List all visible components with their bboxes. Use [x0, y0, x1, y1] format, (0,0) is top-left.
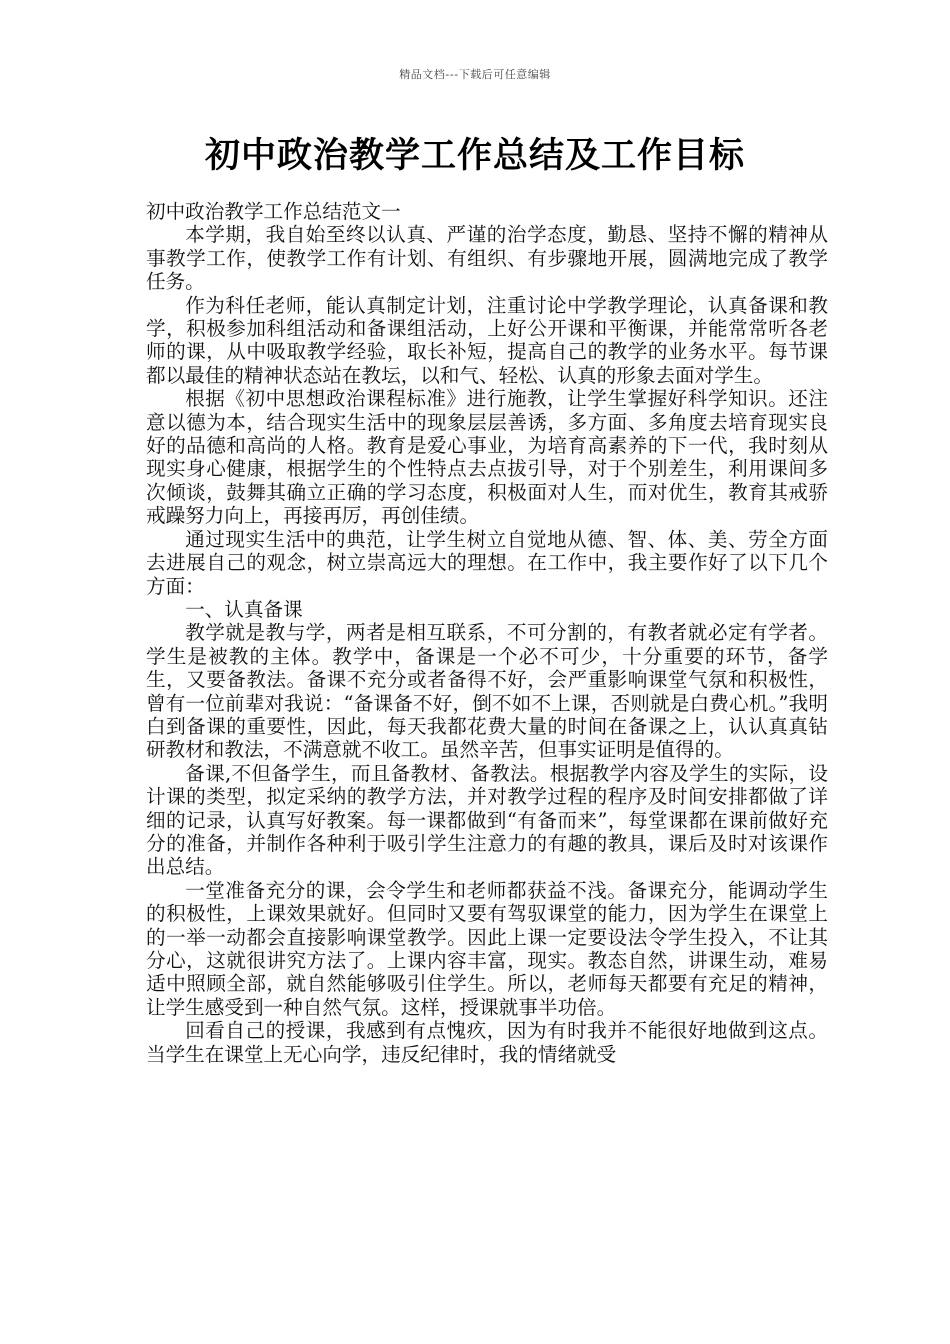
paragraph: 根据《初中思想政治课程标准》进行施教，让学生掌握好科学知识。还注意以德为本，结合现实生活中的现象层层善诱，多方面、多角度去培育现实良好的品德和高尚的人格。教育是爱心事业，为培育高素养的下一代，我时刻从现实身心健康，根据学生的个性特点去点拔引导，对于个别差生，利用课间多次倾谈，鼓舞其确立正确的学习态度，积极面对人生，而对优生，教育其戒骄戒躁努力向上，再接再厉，再创佳绩。 [146, 387, 828, 528]
section-heading: 一、认真备课 [185, 597, 303, 621]
page-header: 精品文档---下载后可任意编辑 [399, 68, 551, 81]
paragraph: 回看自己的授课，我感到有点愧疚，因为有时我并不能很好地做到这点。当学生在课堂上无心向学，违反纪律时，我的情绪就受 [146, 1019, 828, 1066]
paragraph: 备课,不但备学生，而且备教材、备教法。根据教学内容及学生的实际，设计课的类型，拟定采纳的教学方法，并对教学过程的程序及时间安排都做了详细的记录，认真写好教案。每一课都做到“有备而来”，每堂课都在课前做好充分的准备，并制作各种利于吸引学生注意力的有趣的教具，课后及时对该课作出总结。 [146, 761, 828, 879]
document-title: 初中政治教学工作总结及工作目标 [204, 136, 745, 176]
paragraph: 通过现实生活中的典范，让学生树立自觉地从德、智、体、美、劳全方面去进展自己的观念，树立崇高远大的理想。在工作中，我主要作好了以下几个方面： [146, 527, 828, 598]
paragraph: 教学就是教与学，两者是相互联系，不可分割的，有教者就必定有学者。学生是被教的主体。教学中，备课是一个必不可少，十分重要的环节，备学生，又要备教法。备课不充分或者备得不好，会严重影响课堂气氛和积极性，曾有一位前辈对我说：“备课备不好，倒不如不上课，否则就是白费心机。”我明白到备课的重要性，因此，每天我都花费大量的时间在备课之上，认认真真钻研教材和教法，不满意就不收工。虽然辛苦，但事实证明是值得的。 [146, 621, 828, 762]
document-body [146, 200, 828, 1066]
paragraph: 一堂准备充分的课，会令学生和老师都获益不浅。备课充分，能调动学生的积极性，上课效果就好。但同时又要有驾驭课堂的能力，因为学生在课堂上的一举一动都会直接影响课堂教学。因此上课一定要设法令学生投入，不让其分心，这就很讲究方法了。上课内容丰富，现实。教态自然，讲课生动，难易适中照顾全部，就自然能够吸引住学生。所以，老师每天都要有充足的精神，让学生感受到一种自然气氛。这样，授课就事半功倍。 [146, 878, 828, 1019]
paragraph: 本学期，我自始至终以认真、严谨的治学态度，勤恳、坚持不懈的精神从事教学工作，使教学工作有计划、有组织、有步骤地开展，圆满地完成了教学任务。 [146, 223, 828, 294]
paragraph: 初中政治教学工作总结范文一 [146, 200, 401, 223]
paragraph: 作为科任老师，能认真制定计划，注重讨论中学教学理论，认真备课和教学，积极参加科组活动和备课组活动，上好公开课和平衡课，并能常常听各老师的课，从中吸取教学经验，取长补短，提高自己的教学的业务水平。每节课都以最佳的精神状态站在教坛，以和气、轻松、认真的形象去面对学生。 [146, 293, 828, 387]
